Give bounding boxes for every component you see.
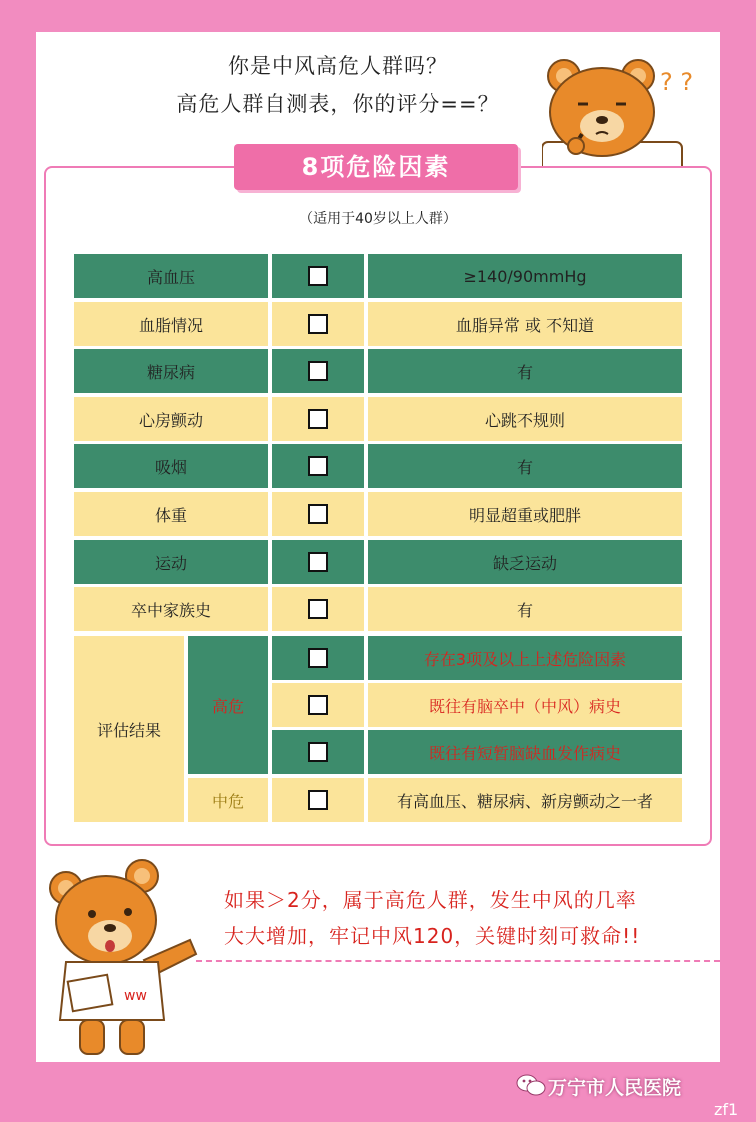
handle-watermark: zf1 xyxy=(714,1100,739,1119)
pointing-bear-icon xyxy=(40,850,200,1060)
factor-criteria: 缺乏运动 xyxy=(368,540,682,584)
medium-risk-item: 有高血压、糖尿病、新房颤动之一者 xyxy=(368,778,682,822)
high-risk-check-2[interactable] xyxy=(272,683,364,727)
checkbox-icon[interactable] xyxy=(308,409,328,429)
assessment-label: 评估结果 xyxy=(74,636,184,822)
question-line-2: 高危人群自测表，你的评分==？ xyxy=(176,92,500,116)
factor-name: 糖尿病 xyxy=(74,349,268,393)
thinking-bear-icon xyxy=(542,46,702,176)
checkbox-icon[interactable] xyxy=(308,552,328,572)
high-risk-item-3: 既往有短暂脑缺血发作病史 xyxy=(368,730,682,774)
checkbox-icon[interactable] xyxy=(308,742,328,762)
dashed-divider xyxy=(196,960,720,962)
checkbox-icon[interactable] xyxy=(308,599,328,619)
checkbox-icon[interactable] xyxy=(308,695,328,715)
poster-card xyxy=(36,32,720,1062)
checkbox-icon[interactable] xyxy=(308,456,328,476)
factor-check[interactable] xyxy=(272,540,364,584)
wechat-icon xyxy=(516,1074,546,1096)
svg-text:ww: ww xyxy=(124,988,147,1004)
factor-criteria: 明显超重或肥胖 xyxy=(368,492,682,536)
factor-check[interactable] xyxy=(272,302,364,346)
factor-name: 血脂情况 xyxy=(74,302,268,346)
factor-name: 体重 xyxy=(74,492,268,536)
factor-criteria: 血脂异常 或 不知道 xyxy=(368,302,682,346)
factor-name: 运动 xyxy=(74,540,268,584)
medium-risk-label: 中危 xyxy=(188,778,268,822)
high-risk-check-3[interactable] xyxy=(272,730,364,774)
checkbox-icon[interactable] xyxy=(308,361,328,381)
factor-criteria: 有 xyxy=(368,349,682,393)
question-line-1: 你是中风高危人群吗？ xyxy=(228,54,448,78)
checkbox-icon[interactable] xyxy=(308,790,328,810)
age-note: （适用于40岁以上人群） xyxy=(299,211,457,227)
checkbox-icon[interactable] xyxy=(308,504,328,524)
high-risk-item-2: 既往有脑卒中（中风）病史 xyxy=(368,683,682,727)
footer-line-1: 如果＞2分，属于高危人群，发生中风的几率 xyxy=(224,888,637,912)
factor-criteria: 心跳不规则 xyxy=(368,397,682,441)
factor-check[interactable] xyxy=(272,444,364,488)
risk-factors-banner: 8项危险因素 xyxy=(234,144,518,190)
factor-criteria: 有 xyxy=(368,444,682,488)
footer-line-2: 大大增加，牢记中风120，关键时刻可救命!! xyxy=(224,924,641,948)
factor-check[interactable] xyxy=(272,492,364,536)
svg-text:? ?: ? ? xyxy=(660,68,694,96)
factor-name: 心房颤动 xyxy=(74,397,268,441)
checkbox-icon[interactable] xyxy=(308,314,328,334)
factor-check[interactable] xyxy=(272,349,364,393)
factor-check[interactable] xyxy=(272,587,364,631)
factor-criteria: 有 xyxy=(368,587,682,631)
hospital-watermark: 万宁市人民医院 xyxy=(548,1077,682,1099)
high-risk-item-1: 存在3项及以上上述危险因素 xyxy=(368,636,682,680)
factor-check[interactable] xyxy=(272,397,364,441)
factor-name: 吸烟 xyxy=(74,444,268,488)
factor-check[interactable] xyxy=(272,254,364,298)
high-risk-label: 高危 xyxy=(188,636,268,774)
checkbox-icon[interactable] xyxy=(308,266,328,286)
factor-criteria: ≥140/90mmHg xyxy=(368,254,682,298)
factor-name: 高血压 xyxy=(74,254,268,298)
checkbox-icon[interactable] xyxy=(308,648,328,668)
factor-name: 卒中家族史 xyxy=(74,587,268,631)
medium-risk-check[interactable] xyxy=(272,778,364,822)
high-risk-check-1[interactable] xyxy=(272,636,364,680)
